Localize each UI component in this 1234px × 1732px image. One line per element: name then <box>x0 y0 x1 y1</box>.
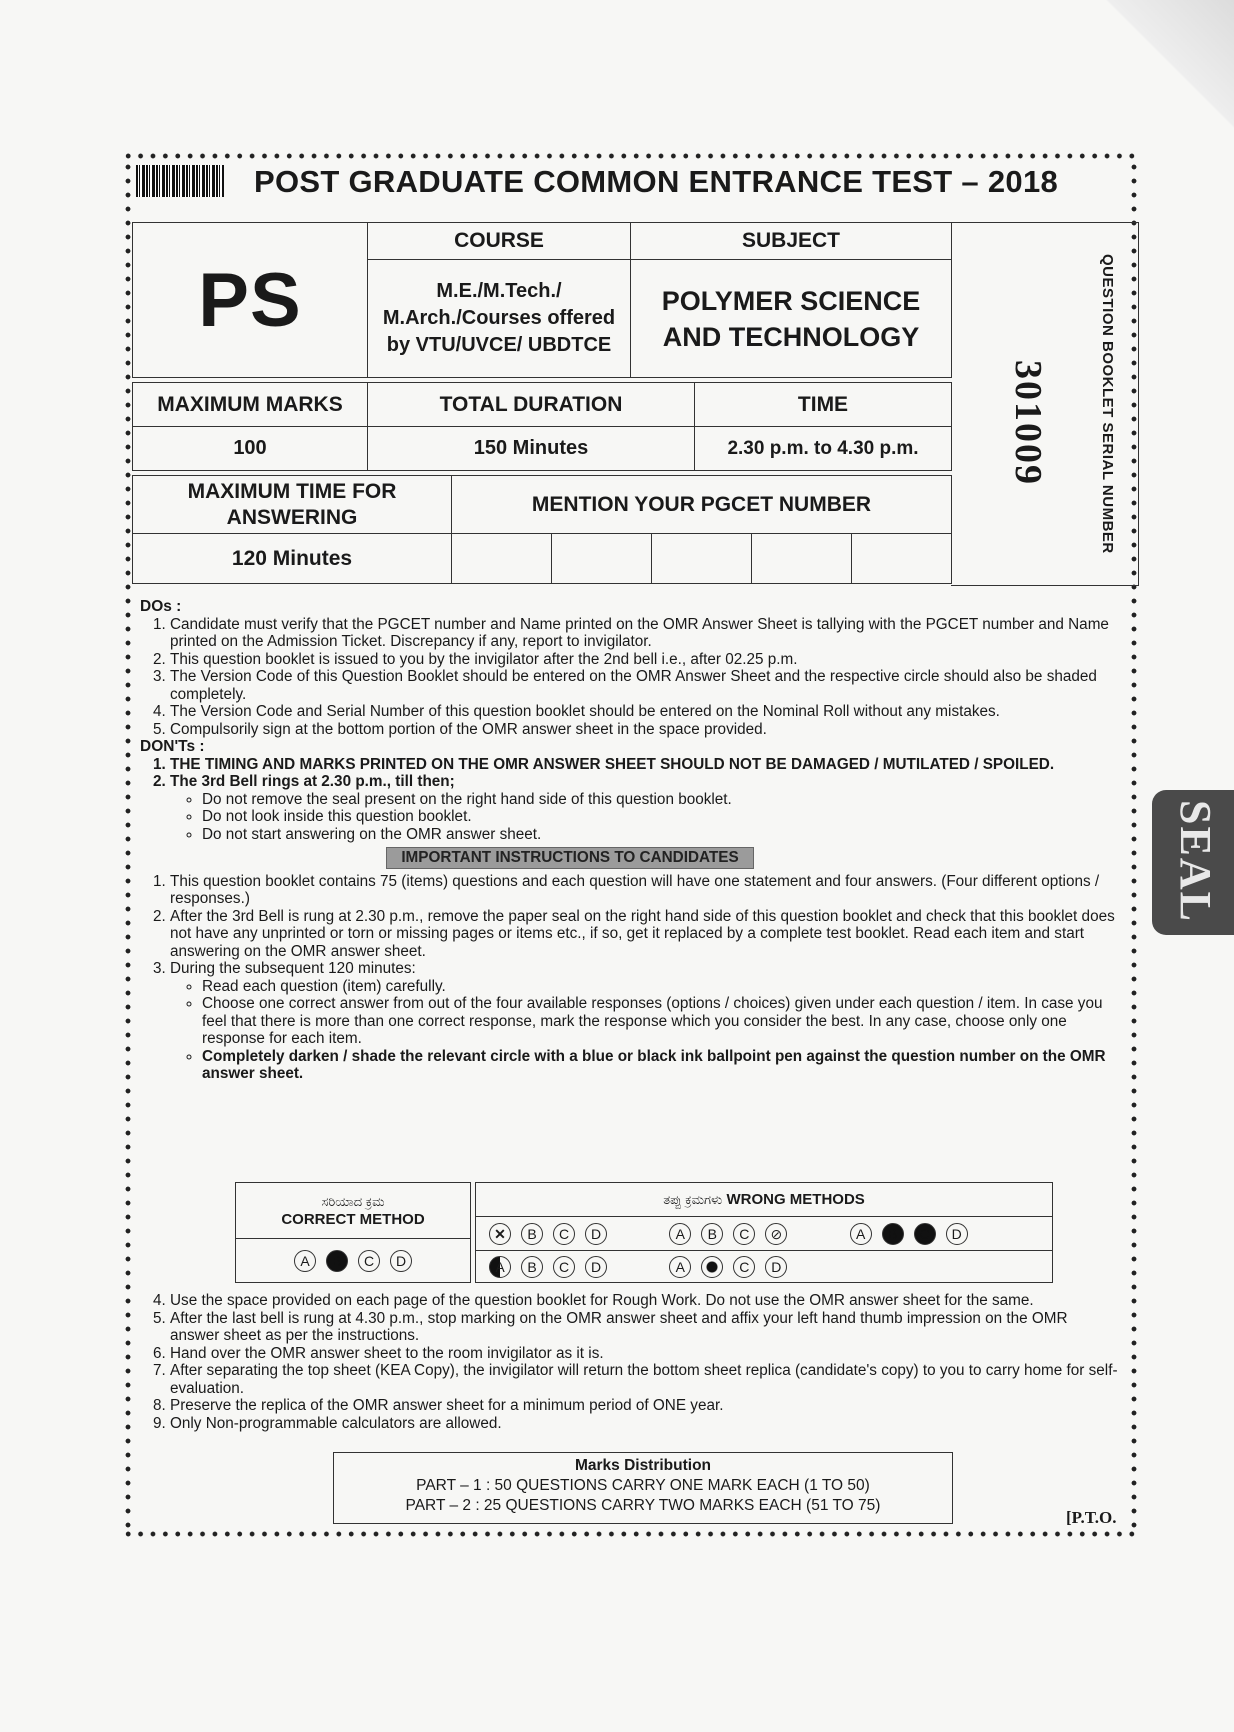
list-item: 2. The 3rd Bell rings at 2.30 p.m., till then; ◦ Do not remove the seal present on the right hand side of this question booklet. ◦ Do not look inside this question booklet. ◦ Do not start answering on the OMR answer sheet. <box>170 773 1120 843</box>
marks-heading: Marks Distribution <box>574 1457 712 1474</box>
important-rest-section <box>140 1292 1120 1432</box>
time-label: TIME <box>695 383 952 427</box>
list-item: 9. Only Non-programmable calculators are allowed. <box>170 1415 1120 1433</box>
dotted-border-top <box>122 152 1140 160</box>
serial-number: 301009 <box>1007 360 1049 486</box>
bubble-c: C <box>553 1256 575 1278</box>
list-item: 5. Compulsorily sign at the bottom portion of the OMR answer sheet in the space provided. <box>170 721 1120 739</box>
total-duration-value: 150 Minutes <box>368 427 695 471</box>
serial-number-label: QUESTION BOOKLET SERIAL NUMBER <box>1099 254 1116 554</box>
dos-heading: DOs : <box>140 598 182 615</box>
bubble-d: D <box>390 1250 412 1272</box>
list-item: 4. Use the space provided on each page of the question booklet for Rough Work. Do not use the OMR answer sheet for the same. <box>170 1292 1120 1310</box>
list-item: 1. This question booklet contains 75 (items) questions and each question will have one statement and four answers. (Four different options / responses.) <box>170 873 1120 908</box>
important-heading: IMPORTANT INSTRUCTIONS TO CANDIDATES <box>386 847 753 869</box>
pgcet-digit-box[interactable] <box>551 534 651 584</box>
dos-list <box>140 616 1120 739</box>
donts-list <box>140 756 1120 844</box>
donts-heading: DON'Ts : <box>140 738 205 755</box>
bubble-c: C <box>358 1250 380 1272</box>
header-table-top <box>132 222 952 378</box>
pgcet-digit-box[interactable] <box>851 534 951 584</box>
paper-seal[interactable] <box>1152 790 1234 935</box>
list-item: 6. Hand over the OMR answer sheet to the room invigilator as it is. <box>170 1345 1120 1363</box>
list-item: ◦ Read each question (item) carefully. <box>202 978 1120 996</box>
max-marks-value: 100 <box>133 427 368 471</box>
donts-sublist <box>170 791 1120 844</box>
page-title: POST GRADUATE COMMON ENTRANCE TEST – 2018 <box>254 164 1059 199</box>
course-label: COURSE <box>368 223 631 260</box>
bubble-a: A <box>294 1250 316 1272</box>
header-table-middle <box>132 382 952 471</box>
list-item: 5. After the last bell is rung at 4.30 p.m., stop marking on the OMR answer sheet and affix your left hand thumb impression on the OMR answer sheet as per the instructions. <box>170 1310 1120 1345</box>
list-item: 2. After the 3rd Bell is rung at 2.30 p.m., remove the paper seal on the right hand side of this question booklet and check that this booklet does not have any unprinted or torn or missing pages or items etc., if so, get it replaced by a complete test booklet. Read each item and start answering on the OMR answer sheet. <box>170 908 1120 961</box>
subject-value: POLYMER SCIENCE AND TECHNOLOGY <box>631 260 952 378</box>
list-item: 1. THE TIMING AND MARKS PRINTED ON THE OMR ANSWER SHEET SHOULD NOT BE DAMAGED / MUTILATED / SPOILED. <box>170 756 1120 774</box>
subject-label: SUBJECT <box>631 223 952 260</box>
bubble-b: B <box>521 1256 543 1278</box>
list-item: 7. After separating the top sheet (KEA Copy), the invigilator will return the bottom sheet replica (candidate's copy) to you to carry home for self-evaluation. <box>170 1362 1120 1397</box>
bubble-d: D <box>765 1256 787 1278</box>
bubble-a: A <box>669 1223 691 1245</box>
max-marks-label: MAXIMUM MARKS <box>133 383 368 427</box>
bubble-d: D <box>585 1256 607 1278</box>
marks-part-1: PART – 1 : 50 QUESTIONS CARRY ONE MARK EACH (1 TO 50) <box>416 1477 870 1494</box>
dos-section <box>140 598 1120 1083</box>
correct-method-kn: ಸರಿಯಾದ ಕ್ರಮ <box>321 1193 385 1209</box>
time-value: 2.30 p.m. to 4.30 p.m. <box>695 427 952 471</box>
list-item: ◦ Do not look inside this question booklet. <box>202 808 1120 826</box>
bubble-b-filled: B <box>326 1250 348 1272</box>
wrong-methods-row-1 <box>476 1217 1053 1251</box>
important-list <box>140 873 1120 1083</box>
bubble-b: B <box>701 1223 723 1245</box>
booklet-code: PS <box>133 223 368 378</box>
list-item: ◦ Do not start answering on the OMR answer sheet. <box>202 826 1120 844</box>
correct-method-table <box>235 1182 471 1283</box>
important-list-continued <box>140 1292 1120 1432</box>
total-duration-label: TOTAL DURATION <box>368 383 695 427</box>
bubble-b: B <box>521 1223 543 1245</box>
bubble-a: A <box>669 1256 691 1278</box>
bubble-c-filled: C <box>914 1223 936 1245</box>
bubble-d: D <box>585 1223 607 1245</box>
bubble-a-crossed: ✕ <box>489 1223 511 1245</box>
wrong-methods-table <box>475 1182 1053 1283</box>
dotted-border-bottom <box>122 1530 1140 1538</box>
header-table-bottom <box>132 475 952 584</box>
bubble-b-dotted <box>701 1256 723 1278</box>
max-time-label: MAXIMUM TIME FOR ANSWERING <box>133 476 452 534</box>
bubble-d-slashed: ⊘ <box>765 1223 787 1245</box>
folded-corner <box>1080 0 1234 160</box>
list-item: 4. The Version Code and Serial Number of this question booklet should be entered on the Nominal Roll without any mistakes. <box>170 703 1120 721</box>
barcode <box>136 165 224 197</box>
correct-method-bubbles <box>236 1239 471 1283</box>
dotted-border-left <box>124 160 132 1532</box>
max-time-value: 120 Minutes <box>133 534 452 584</box>
list-item: 3. During the subsequent 120 minutes: ◦ Read each question (item) carefully. ◦ Choose one correct answer from out of the four available responses (options / choices) given under each question / item. In case you feel that there is more than one correct response, mark the response which you consider the best. In any case, choose only one response for each item. ◦ Completely darken / shade the relevant circle with a blue or black ink ballpoint pen against the question number on the OMR answer sheet. <box>170 960 1120 1083</box>
correct-method-header <box>236 1183 471 1239</box>
list-item: ◦ Completely darken / shade the relevant circle with a blue or black ink ballpoint pen against the question number on the OMR answer sheet. <box>202 1048 1120 1083</box>
pgcet-digit-box[interactable] <box>452 534 552 584</box>
bubble-d: D <box>946 1223 968 1245</box>
important-sublist <box>170 978 1120 1083</box>
bubble-c: C <box>733 1256 755 1278</box>
bubble-c: C <box>553 1223 575 1245</box>
correct-method-label: CORRECT METHOD <box>281 1210 425 1228</box>
list-item: 1. Candidate must verify that the PGCET number and Name printed on the OMR Answer Sheet is tallying with the PGCET number and Name printed on the Admission Ticket. Discrepancy if any, report to invigilator. <box>170 616 1120 651</box>
pgcet-digit-box[interactable] <box>651 534 751 584</box>
pgcet-label: MENTION YOUR PGCET NUMBER <box>452 476 952 534</box>
marks-part-2: PART – 2 : 25 QUESTIONS CARRY TWO MARKS EACH (51 TO 75) <box>405 1497 881 1514</box>
bubble-b-filled: B <box>882 1223 904 1245</box>
bubble-a-partial: A <box>489 1256 511 1278</box>
wrong-methods-row-2 <box>476 1251 1053 1283</box>
list-item: ◦ Do not remove the seal present on the right hand side of this question booklet. <box>202 791 1120 809</box>
seal-label: SEAL <box>1171 800 1220 923</box>
list-item: 8. Preserve the replica of the OMR answer sheet for a minimum period of ONE year. <box>170 1397 1120 1415</box>
bubble-c: C <box>733 1223 755 1245</box>
bubble-a: A <box>850 1223 872 1245</box>
list-item: ◦ Choose one correct answer from out of the four available responses (options / choices) given under each question / item. In case you feel that there is more than one correct response, mark the response which you consider the best. In any case, choose only one response for each item. <box>202 995 1120 1048</box>
wrong-methods-header: ತಪ್ಪು ಕ್ರಮಗಳು WRONG METHODS <box>476 1183 1053 1217</box>
pgcet-digit-box[interactable] <box>751 534 851 584</box>
pto-label: [P.T.O. <box>1066 1508 1117 1527</box>
course-value: M.E./M.Tech./ M.Arch./Courses offered by VTU/UVCE/ UBDTCE <box>368 260 631 378</box>
marks-distribution-box <box>333 1452 953 1524</box>
list-item: 3. The Version Code of this Question Booklet should be entered on the OMR Answer Sheet and the respective circle should also be shaded completely. <box>170 668 1120 703</box>
list-item: 2. This question booklet is issued to you by the invigilator after the 2nd bell i.e., after 02.25 p.m. <box>170 651 1120 669</box>
